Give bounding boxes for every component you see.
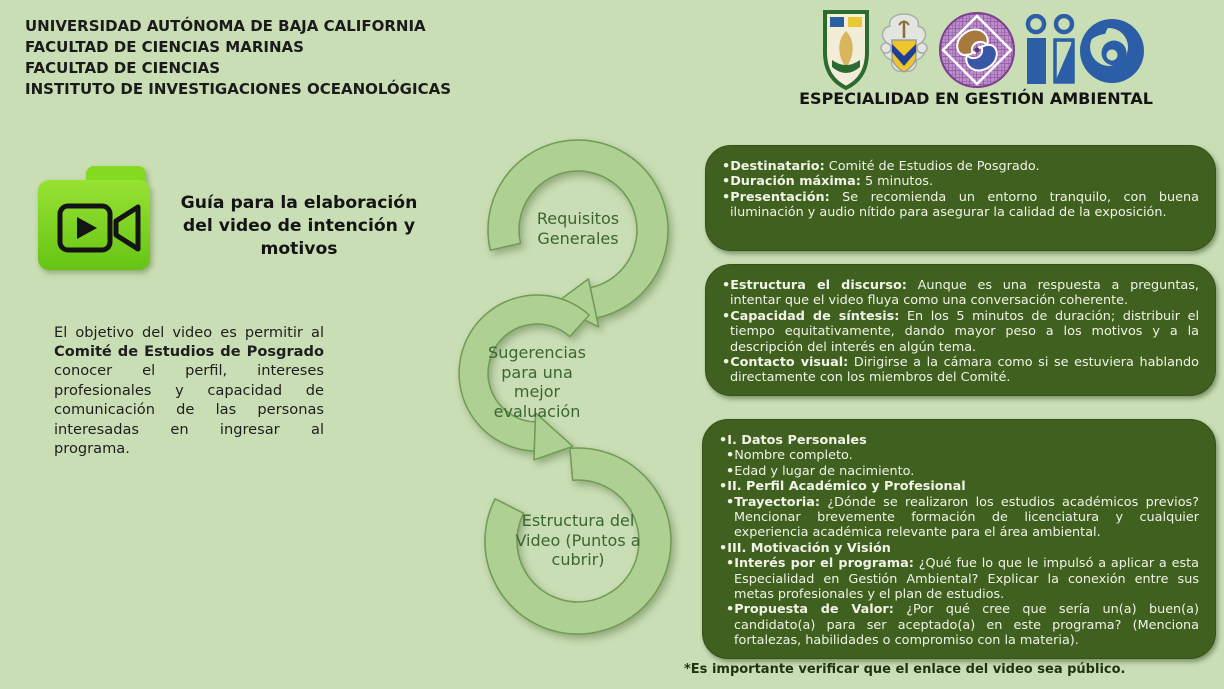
guide-title: Guía para la elaboración del video de intención y motivos — [180, 193, 418, 259]
bullet-item: •Capacidad de síntesis: En los 5 minutos de duración; distribuir el tiempo equitativamente, dando mayor peso a los motivos y a la descripción del interés en algún tema. — [722, 308, 1199, 355]
video-folder-icon — [36, 162, 162, 280]
cycle-step-2-label: Sugerencias para una mejor evaluación — [488, 343, 586, 421]
bullet-item: •Destinatario: Comité de Estudios de Posgrado. — [722, 159, 1040, 174]
uabc-shield-icon — [822, 9, 870, 91]
logo-strip — [822, 6, 1145, 94]
public-link-footnote: *Es importante verificar que el enlace del video sea público. — [684, 662, 1126, 677]
bullet-item: •Duración máxima: 5 minutos. — [722, 174, 934, 190]
bullet-item: •I. Datos Personales — [719, 433, 867, 448]
objective-bold: Comité de Estudios de Posgrado — [54, 343, 324, 360]
header-line: INSTITUTO DE INVESTIGACIONES OCEANOLÓGICAS — [25, 80, 451, 98]
institution-header — [25, 16, 451, 100]
bullet-item: •Propuesta de Valor: ¿Por qué cree que sería un(a) buen(a) candidato(a) para ser aceptado(a) en este programa? (Menciona fortalezas, habilidades o compromiso con la materia). — [726, 602, 1199, 649]
bullet-item: •Contacto visual: Dirigirse a la cámara como si se estuviera hablando directamente con los miembros del Comité. — [722, 355, 1199, 386]
panel-requisitos-generales — [705, 145, 1216, 251]
bullet-item: •Edad y lugar de nacimiento. — [726, 463, 915, 479]
bullet-item: •II. Perfil Académico y Profesional — [719, 479, 966, 495]
objective-paragraph: El objetivo del video es permitir al Comité de Estudios de Posgrado conocer el perfil, intereses profesionales y capacidad de comunicación de las personas interesadas en ingresar al programa. — [54, 323, 324, 458]
panel-estructura-del-video — [702, 419, 1216, 659]
bullet-item: •III. Motivación y Visión — [719, 540, 891, 556]
program-caption: ESPECIALIDAD EN GESTIÓN AMBIENTAL — [799, 89, 1153, 108]
cycle-step-1-label: Requisitos Generales — [536, 209, 620, 248]
bullet-item: •Presentación: Se recomienda un entorno tranquilo, con buena iluminación y audio nítido para asegurar la calidad de la exposición. — [722, 189, 1199, 221]
header-line: UNIVERSIDAD AUTÓNOMA DE BAJA CALIFORNIA — [25, 17, 426, 35]
ciencias-marinas-crest-icon — [879, 10, 929, 90]
bullet-item: •Trayectoria: ¿Dónde se realizaron los estudios académicos previos? Mencionar brevemente formación de licenciatura y cualquier experiencia académica relevante para el área ambiental. — [726, 494, 1199, 541]
bullet-item: •Estructura el discurso: Aunque es una respuesta a preguntas, intentar que el video fluya como una conversación coherente. — [722, 278, 1199, 309]
header-line: FACULTAD DE CIENCIAS — [25, 59, 221, 77]
bullet-item: •Nombre completo. — [726, 448, 853, 464]
header-line: FACULTAD DE CIENCIAS MARINAS — [25, 38, 304, 56]
facultad-ciencias-swirl-icon — [938, 11, 1016, 89]
cycle-step-3-label: Estructura del Video (Puntos a cubrir) — [515, 511, 641, 569]
panel-sugerencias-evaluacion — [705, 264, 1216, 396]
iio-logo-icon — [1025, 14, 1145, 86]
bullet-item: •Interés por el programa: ¿Qué fue lo que le impulsó a aplicar a esta Especialidad en Gestión Ambiental? Explicar la conexión entre sus metas profesionales y el plan de estudios. — [726, 556, 1199, 603]
